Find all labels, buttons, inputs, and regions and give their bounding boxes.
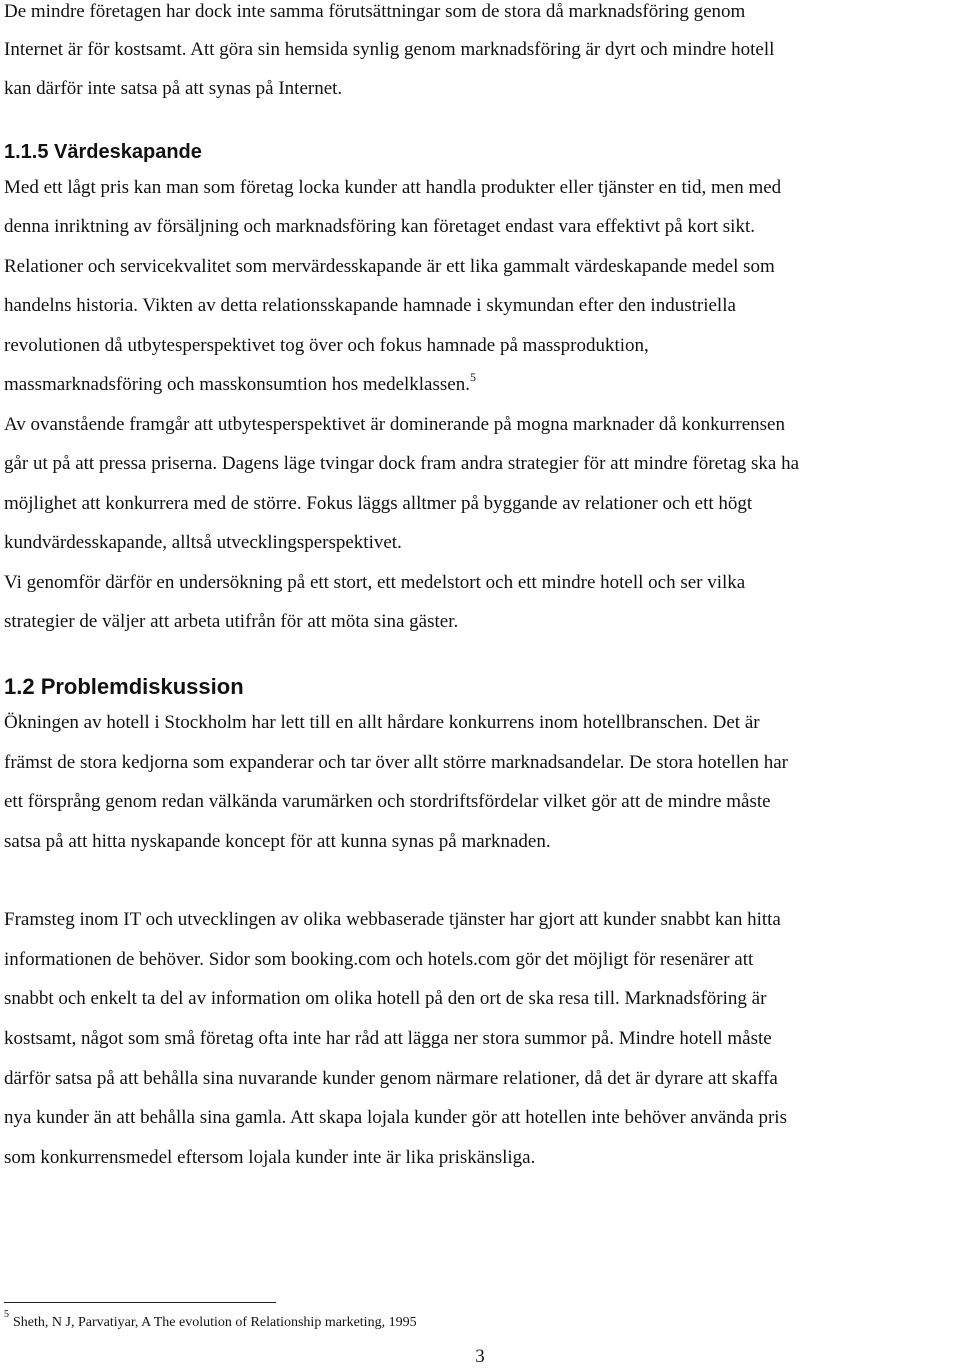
body-line: Relationer och servicekvalitet som mervärdesskapande är ett lika gammalt värdeskapande medel som <box>4 256 775 277</box>
body-line: främst de stora kedjorna som expanderar och tar över allt större marknadsandelar. De stora hotellen har <box>4 752 788 773</box>
body-line: strategier de väljer att arbeta utifrån för att möta sina gäster. <box>4 611 459 632</box>
section-heading-vardeskapande: 1.1.5 Värdeskapande <box>4 141 202 163</box>
body-line: satsa på att hitta nyskapande koncept för att kunna synas på marknaden. <box>4 831 551 852</box>
body-line-text: massmarknadsföring och masskonsumtion hos medelklassen. <box>4 374 470 395</box>
intro-line-1: De mindre företagen har dock inte samma förutsättningar som de stora då marknadsföring genom <box>4 1 746 22</box>
body-line: kundvärdesskapande, alltså utvecklingsperspektivet. <box>4 532 402 553</box>
body-line: nya kunder än att behålla sina gamla. Att skapa lojala kunder gör att hotellen inte behöver använda pris <box>4 1107 787 1128</box>
body-line: ett försprång genom redan välkända varumärken och stordriftsfördelar vilket gör att de mindre måste <box>4 791 771 812</box>
body-line: kostsamt, något som små företag ofta inte har råd att lägga ner stora summor på. Mindre hotell måste <box>4 1028 772 1049</box>
footnote-marker: 5 <box>4 1309 9 1321</box>
footnote <box>4 1309 417 1332</box>
intro-line-3: kan därför inte satsa på att synas på Internet. <box>4 78 343 99</box>
body-line: revolutionen då utbytesperspektivet tog över och fokus hamnade på massproduktion, <box>4 335 649 356</box>
body-line: Med ett lågt pris kan man som företag locka kunder att handla produkter eller tjänster en tid, men med <box>4 177 782 198</box>
page-number: 3 <box>475 1346 485 1367</box>
footnote-text: Sheth, N J, Parvatiyar, A The evolution of Relationship marketing, 1995 <box>13 1315 417 1330</box>
body-line: Ökningen av hotell i Stockholm har lett till en allt hårdare konkurrens inom hotellbranschen. Det är <box>4 712 760 733</box>
footnote-divider <box>4 1302 276 1303</box>
footnote-reference: 5 <box>469 369 476 384</box>
body-line: Av ovanstående framgår att utbytesperspektivet är dominerande på mogna marknader då konkurrensen <box>4 414 785 435</box>
body-line: som konkurrensmedel eftersom lojala kunder inte är lika priskänsliga. <box>4 1147 536 1168</box>
body-line: handelns historia. Vikten av detta relationsskapande hamnade i skymundan efter den industriella <box>4 295 736 316</box>
body-line: möjlighet att konkurrera med de större. Fokus läggs alltmer på byggande av relationer och ett högt <box>4 493 753 514</box>
body-line: snabbt och enkelt ta del av information om olika hotell på den ort de ska resa till. Marknadsföring är <box>4 988 767 1009</box>
body-line: Framsteg inom IT och utvecklingen av olika webbaserade tjänster har gjort att kunder snabbt kan hitta <box>4 909 781 930</box>
section-heading-problemdiskussion: 1.2 Problemdiskussion <box>4 674 244 699</box>
body-line: denna inriktning av försäljning och marknadsföring kan företaget endast vara effektivt på kort sikt. <box>4 216 755 237</box>
body-line: därför satsa på att behålla sina nuvarande kunder genom närmare relationer, då det är dyrare att skaffa <box>4 1068 778 1089</box>
body-line: går ut på att pressa priserna. Dagens läge tvingar dock fram andra strategier för att mindre företag ska ha <box>4 453 800 474</box>
body-line: Vi genomför därför en undersökning på ett stort, ett medelstort och ett mindre hotell och ser vilka <box>4 572 746 593</box>
body-line: informationen de behöver. Sidor som booking.com och hotels.com gör det möjligt för resenärer att <box>4 949 754 970</box>
body-line-with-footnote <box>4 369 476 397</box>
intro-line-2: Internet är för kostsamt. Att göra sin hemsida synlig genom marknadsföring är dyrt och mindre hotell <box>4 39 775 60</box>
